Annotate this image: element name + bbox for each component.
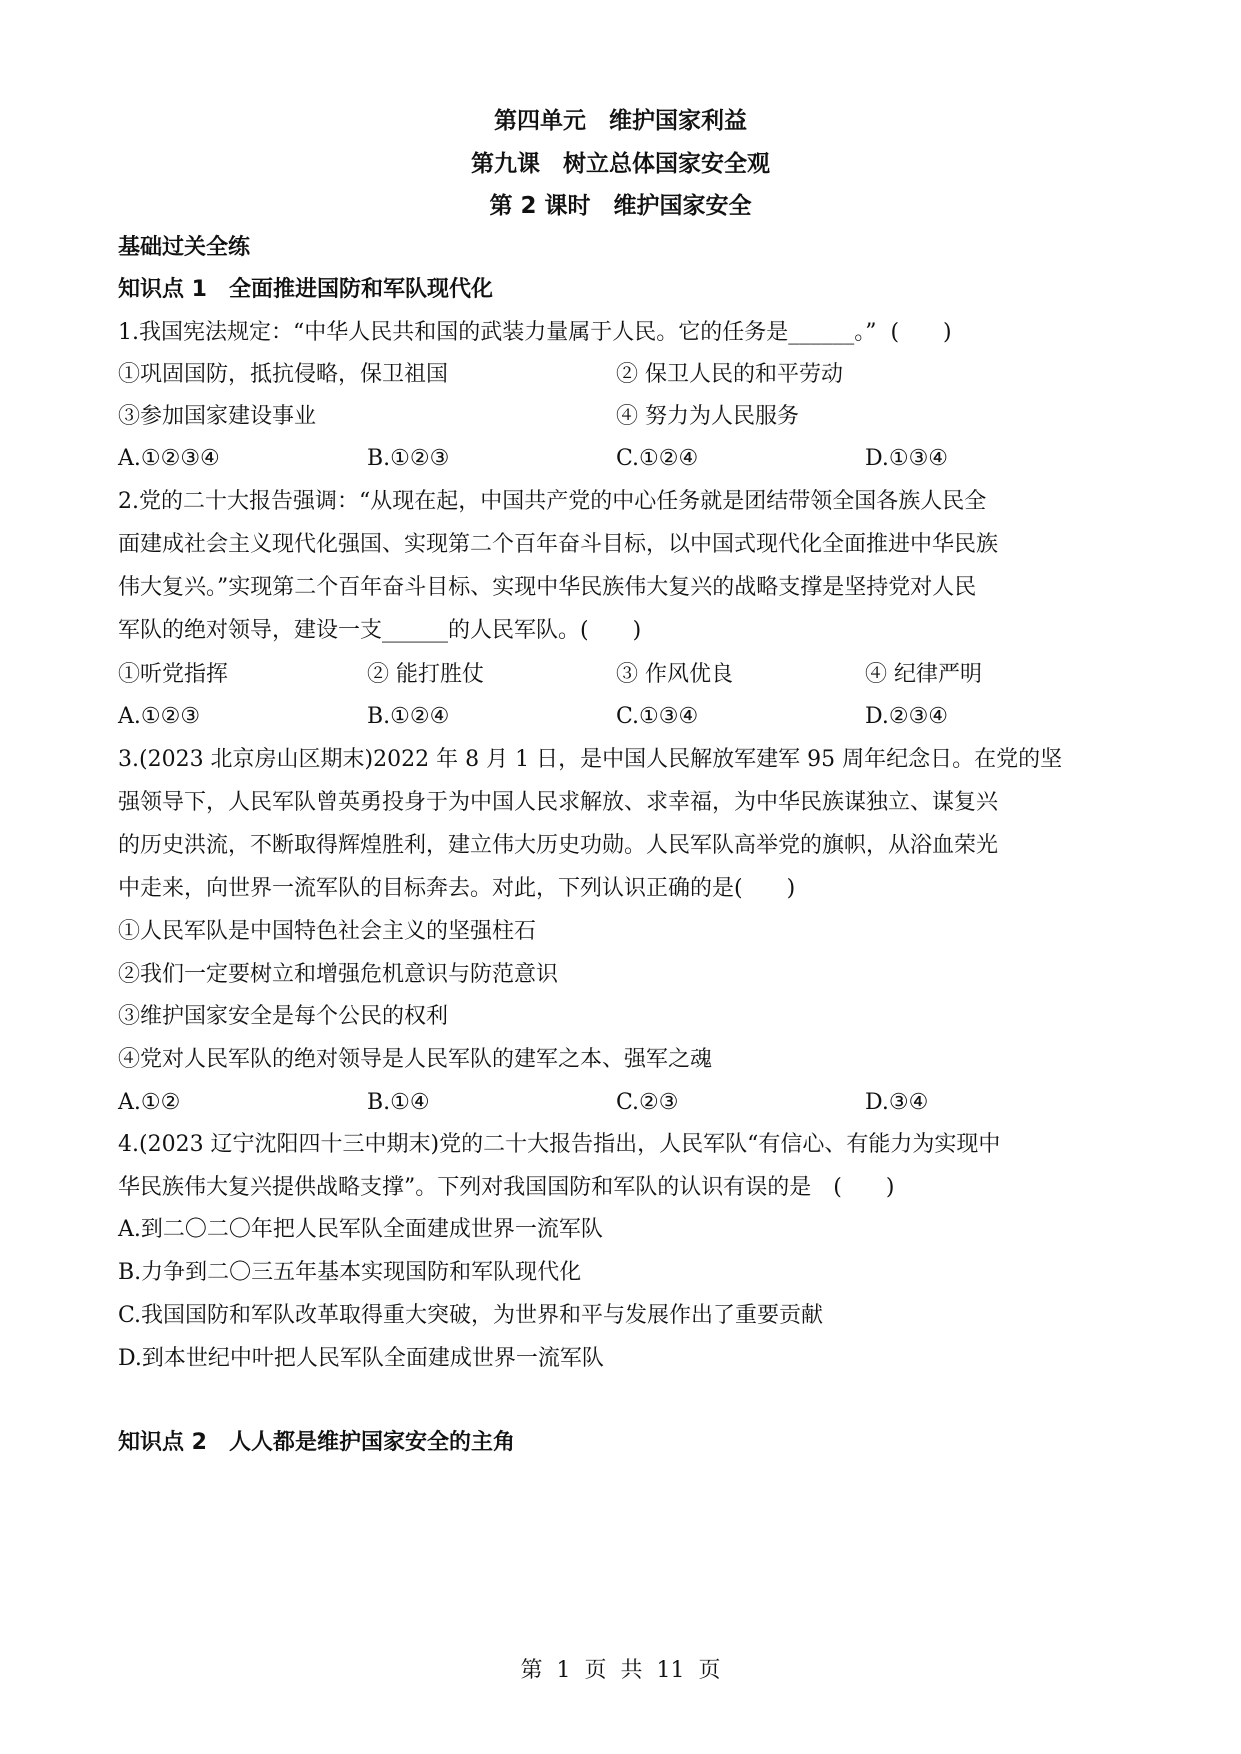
knowledge-point-1: 知识点 1 全面推进国防和军队现代化 [118,277,493,302]
period-title: 第 2 课时 维护国家安全 [489,193,752,219]
statement-item: ③维护国家安全是每个公民的权利 [118,1004,449,1029]
answer-option: B.力争到二〇三五年基本实现国防和军队现代化 [118,1260,582,1285]
question-stem: 2.党的二十大报告强调：“从现在起，中国共产党的中心任务就是团结带领全国各族人民全 [118,489,987,514]
page-footer: 第 1 页 共 11 页 [520,1658,721,1683]
unit-title: 第四单元 维护国家利益 [494,108,747,134]
answer-option: B.①②④ [367,704,450,729]
answer-option: D.②③④ [865,704,949,729]
answer-option: B.①④ [367,1090,430,1115]
statement-item: ④党对人民军队的绝对领导是人民军队的建军之本、强军之魂 [118,1047,713,1072]
answer-option: D.③④ [865,1090,929,1115]
question-stem: 面建成社会主义现代化强国、实现第二个百年奋斗目标，以中国式现代化全面推进中华民族 [118,532,999,557]
answer-option: D.①③④ [865,446,949,471]
question-stem: 的历史洪流，不断取得辉煌胜利，建立伟大历史功勋。人民军队高举党的旗帜，从浴血荣光 [118,833,999,858]
statement-item: ①人民军队是中国特色社会主义的坚强柱石 [118,919,537,944]
statement-item: ③参加国家建设事业 [118,404,317,429]
lesson-title: 第九课 树立总体国家安全观 [471,151,770,177]
answer-option: B.①②③ [367,446,450,471]
question-stem: 华民族伟大复兴提供战略支撑”。下列对我国国防和军队的认识有误的是 ( ) [118,1175,895,1200]
answer-option: A.到二〇二〇年把人民军队全面建成世界一流军队 [118,1217,603,1242]
statement-item: ③ 作风优良 [616,662,733,687]
answer-option: A.①② [118,1090,181,1115]
question-stem: 4.(2023 辽宁沈阳四十三中期末)党的二十大报告指出，人民军队“有信心、有能力为实现中 [118,1132,1001,1157]
answer-option: C.②③ [616,1090,679,1115]
question-stem: 1.我国宪法规定：“中华人民共和国的武装力量属于人民。它的任务是______。” ( ) [118,320,952,345]
section-heading: 基础过关全练 [118,235,251,260]
answer-option: C.①③④ [616,704,699,729]
answer-option: A.①②③ [118,704,201,729]
statement-item: ④ 纪律严明 [865,662,982,687]
statement-item: ④ 努力为人民服务 [616,404,799,429]
statement-item: ①听党指挥 [118,662,229,687]
question-stem: 强领导下，人民军队曾英勇投身于为中国人民求解放、求幸福，为中华民族谋独立、谋复兴 [118,790,999,815]
question-stem: 军队的绝对领导，建设一支______的人民军队。( ) [118,618,642,643]
statement-item: ② 能打胜仗 [367,662,484,687]
answer-option: C.我国国防和军队改革取得重大突破，为世界和平与发展作出了重要贡献 [118,1303,824,1328]
knowledge-point-2: 知识点 2 人人都是维护国家安全的主角 [118,1430,515,1455]
answer-option: A.①②③④ [118,446,220,471]
question-stem: 3.(2023 北京房山区期末)2022 年 8 月 1 日，是中国人民解放军建军 95 周年纪念日。在党的坚 [118,747,1063,772]
statement-item: ②我们一定要树立和增强危机意识与防范意识 [118,962,559,987]
question-stem: 伟大复兴。”实现第二个百年奋斗目标、实现中华民族伟大复兴的战略支撑是坚持党对人民 [118,575,977,600]
answer-option: D.到本世纪中叶把人民军队全面建成世界一流军队 [118,1346,604,1371]
answer-option: C.①②④ [616,446,699,471]
question-stem: 中走来，向世界一流军队的目标奔去。对此，下列认识正确的是( ) [118,876,796,901]
statement-item: ② 保卫人民的和平劳动 [616,362,843,387]
statement-item: ①巩固国防，抵抗侵略，保卫祖国 [118,362,449,387]
